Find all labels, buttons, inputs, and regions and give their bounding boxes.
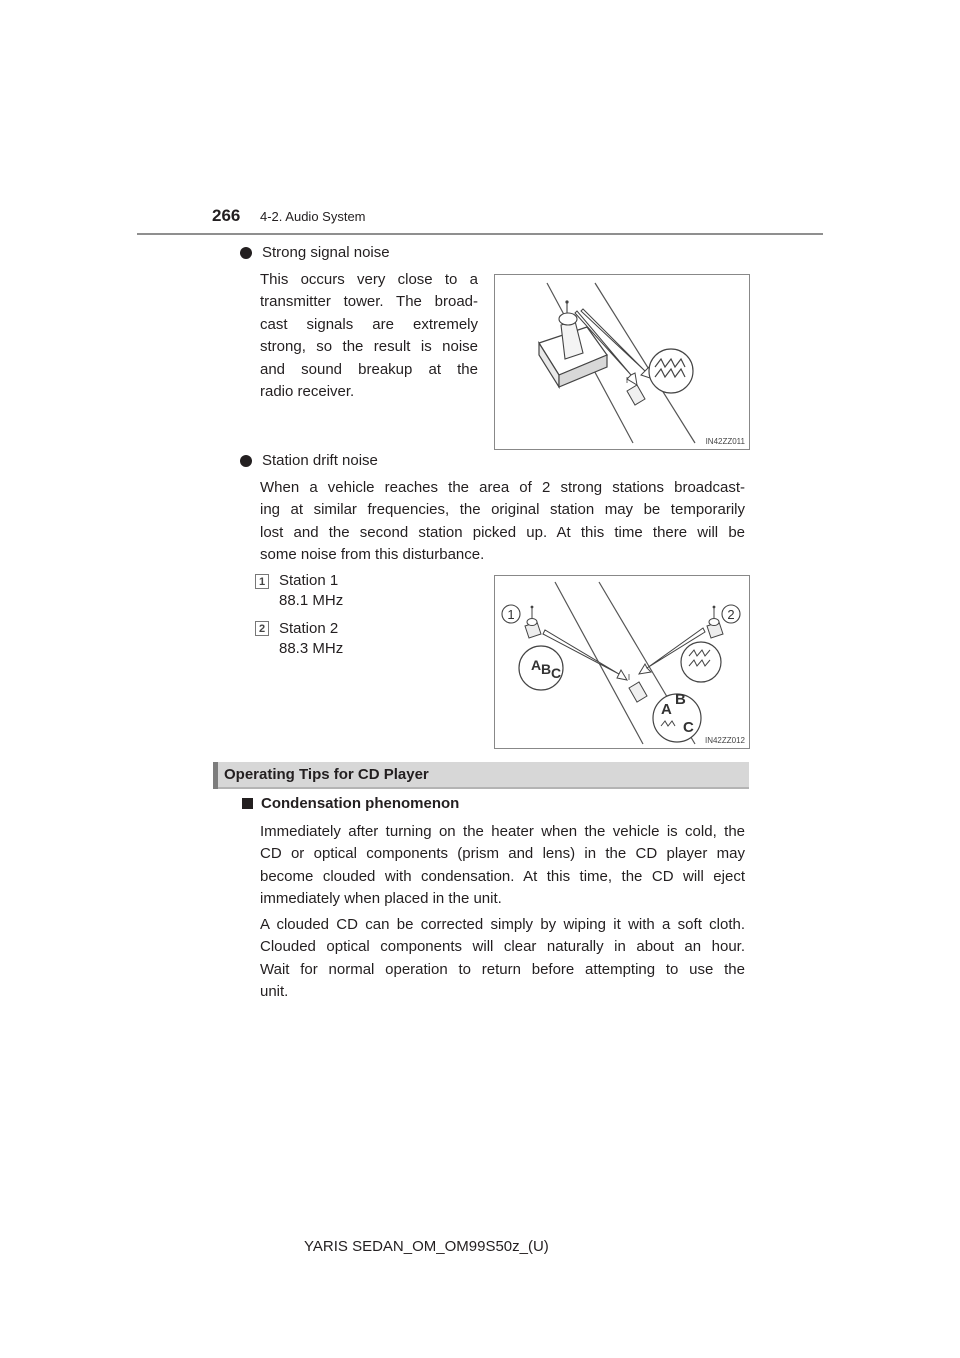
text-line: strong, so the result is noise: [260, 338, 478, 356]
tower-dish: [559, 313, 577, 325]
text-line: Clouded optical components will clear naturally in about an hour.: [260, 938, 745, 956]
text-line: become clouded with condensation. At this time, the CD will eject: [260, 867, 745, 885]
station-1-num: 1: [507, 607, 515, 622]
text-line: ing at similar frequencies, the original station may be temporarily: [260, 501, 745, 519]
text-line: A clouded CD can be corrected simply by wiping it with a soft cloth.: [260, 916, 745, 933]
station-2-label: [279, 619, 343, 659]
station-name: Station 1: [279, 572, 339, 589]
station-name: Station 2: [279, 620, 339, 637]
strong-signal-text: [260, 269, 478, 403]
svg-text:A: A: [531, 657, 542, 673]
text-line: transmitter tower. The broad-: [260, 293, 478, 311]
text-line: When a vehicle reaches the area of 2 strong stations broadcast-: [260, 479, 745, 496]
page-number: 266: [212, 206, 241, 225]
svg-text:A: A: [661, 701, 672, 718]
tower-body: [561, 321, 583, 359]
station-number-1: 1: [255, 574, 269, 589]
heading-accent: [213, 762, 218, 789]
svg-text:B: B: [675, 691, 686, 708]
station-drift-illustration: [495, 576, 749, 748]
station-1-label: [279, 571, 343, 611]
station-2-num: 2: [727, 607, 735, 622]
figure-code: IN42ZZ012: [704, 736, 745, 745]
section-title: 4-2. Audio System: [260, 209, 366, 224]
text-line: lost and the second station picked up. At this time there will be: [260, 523, 745, 541]
station-drift-title: Station drift noise: [262, 452, 378, 469]
text-line: cast signals are extremely: [260, 315, 478, 333]
text-line: radio receiver.: [260, 383, 355, 401]
station-drift-text: [260, 477, 745, 567]
header-rule: [137, 233, 823, 235]
bullet-station-drift: [240, 452, 378, 469]
sub-heading-text: Condensation phenomenon: [261, 795, 460, 812]
station-frequency: 88.1 MHz: [279, 592, 344, 609]
strong-signal-illustration: [495, 275, 749, 449]
text-line: some noise from this disturbance.: [260, 546, 485, 564]
svg-text:C: C: [551, 665, 562, 681]
tower-tip: [565, 300, 568, 303]
text-line: Immediately after turning on the heater when the vehicle is cold, the: [260, 823, 745, 840]
square-bullet-icon: [242, 798, 253, 809]
strong-signal-figure: [494, 274, 750, 450]
bullet-strong-signal: [240, 244, 390, 261]
condensation-paragraph-1: [260, 821, 745, 911]
text-line: CD or optical components (prism and lens) in the CD player may: [260, 845, 745, 863]
svg-text:C: C: [683, 719, 694, 736]
station-number-2: 2: [255, 621, 269, 636]
svg-text:B: B: [541, 661, 552, 677]
car-body: [627, 385, 645, 405]
station-drift-figure: [494, 575, 750, 749]
noise-bubble: [649, 349, 693, 393]
noise-bubble-right: [681, 642, 721, 682]
sub-heading-condensation: [242, 795, 459, 812]
section-heading: Operating Tips for CD Player: [224, 766, 429, 783]
condensation-paragraph-2: [260, 914, 745, 1004]
bullet-dot-icon: [240, 455, 252, 467]
station-frequency: 88.3 MHz: [279, 640, 344, 657]
bullet-dot-icon: [240, 247, 252, 259]
text-line: Wait for normal operation to return before attempting to use the: [260, 960, 745, 978]
footer-model: YARIS SEDAN_OM_OM99S50z_(U): [304, 1238, 549, 1255]
car-body: [629, 682, 647, 702]
text-line: This occurs very close to a: [260, 271, 478, 288]
section-heading-bar: [213, 762, 749, 789]
text-line: unit.: [260, 983, 289, 1001]
strong-signal-title: Strong signal noise: [262, 244, 390, 261]
text-line: immediately when placed in the unit.: [260, 890, 502, 908]
figure-code: IN42ZZ011: [705, 437, 745, 446]
text-line: and sound breakup at the: [260, 360, 478, 378]
